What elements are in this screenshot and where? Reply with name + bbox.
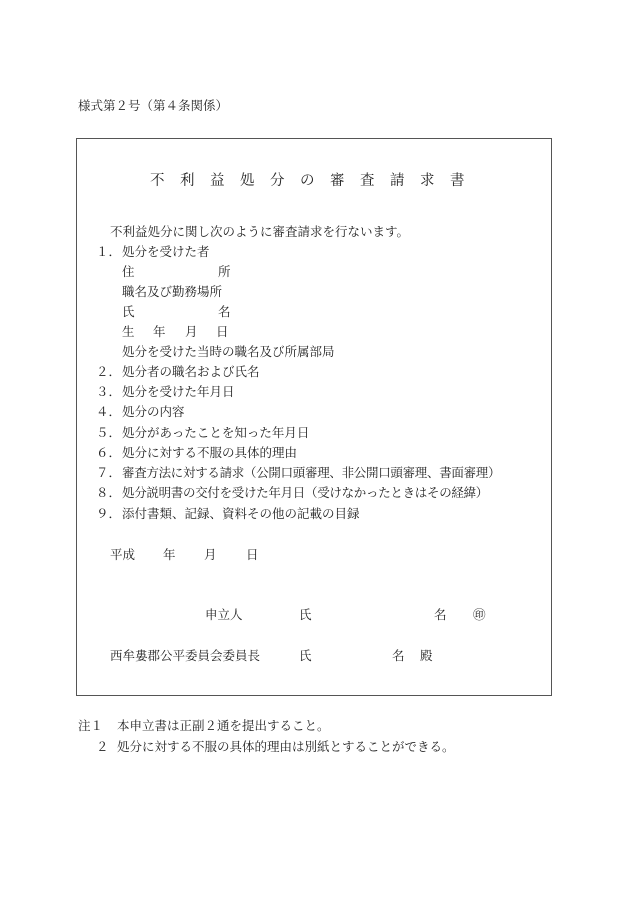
item-6-label: 処分に対する不服の具体的理由: [122, 445, 298, 460]
position-label: 処分を受けた当時の職名及び所属部局: [122, 344, 335, 359]
birth-month: 月: [185, 324, 198, 339]
note-1-text: 本申立書は正副２通を提出すること。: [117, 718, 330, 733]
date-era: 平成: [110, 547, 136, 562]
seal-mark: ㊞: [473, 607, 486, 622]
name-label-a: 氏: [122, 304, 135, 319]
item-7-label: 審査方法に対する請求（公開口頭審理、非公開口頭審理、書面審理）: [122, 465, 501, 480]
applicant-name-b: 名: [434, 607, 447, 622]
addressee-org: 西牟婁郡公平委員会委員長: [110, 648, 261, 663]
birth-label: 生: [122, 324, 135, 339]
intro-text: 不利益処分に関し次のように審査請求を行ないます。: [110, 224, 410, 239]
item-2-label: 処分者の職名および氏名: [122, 364, 260, 379]
item-3-label: 処分を受けた年月日: [122, 384, 235, 399]
item-7-number: ７．: [96, 465, 122, 480]
birth-day: 日: [216, 324, 229, 339]
address-label-b: 所: [218, 264, 231, 279]
note-2-label: ２: [96, 739, 109, 754]
workplace-label: 職名及び勤務場所: [122, 284, 223, 299]
item-1-number: １．: [96, 244, 122, 259]
addressee-name-a: 氏: [299, 648, 312, 663]
item-4-number: ４．: [96, 404, 122, 419]
birth-year: 年: [153, 324, 166, 339]
addressee-honorific: 殿: [420, 648, 433, 663]
address-label-a: 住: [122, 264, 135, 279]
addressee-name-b: 名: [392, 648, 405, 663]
item-4-label: 処分の内容: [122, 404, 185, 419]
item-1-label: 処分を受けた者: [122, 244, 210, 259]
form-number: 様式第２号（第４条関係）: [78, 98, 229, 113]
item-5-number: ５．: [96, 425, 122, 440]
applicant-label: 申立人: [205, 607, 243, 622]
item-6-number: ６．: [96, 445, 122, 460]
item-3-number: ３．: [96, 384, 122, 399]
applicant-name-a: 氏: [299, 607, 312, 622]
date-month: 月: [204, 547, 217, 562]
item-5-label: 処分があったことを知った年月日: [122, 425, 310, 440]
form-title: 不利益処分の審査請求書: [150, 173, 480, 189]
note-1-label: 注１: [78, 718, 104, 733]
name-label-b: 名: [218, 304, 231, 319]
item-8-label: 処分説明書の交付を受けた年月日（受けなかったときはその経緯）: [122, 485, 489, 500]
item-8-number: ８．: [96, 485, 122, 500]
note-2-text: 処分に対する不服の具体的理由は別紙とすることができる。: [117, 739, 455, 754]
item-9-label: 添付書類、記録、資料その他の記載の目録: [122, 506, 360, 521]
item-9-number: ９．: [96, 506, 122, 521]
date-day: 日: [246, 547, 259, 562]
date-year: 年: [163, 547, 176, 562]
item-2-number: ２．: [96, 364, 122, 379]
